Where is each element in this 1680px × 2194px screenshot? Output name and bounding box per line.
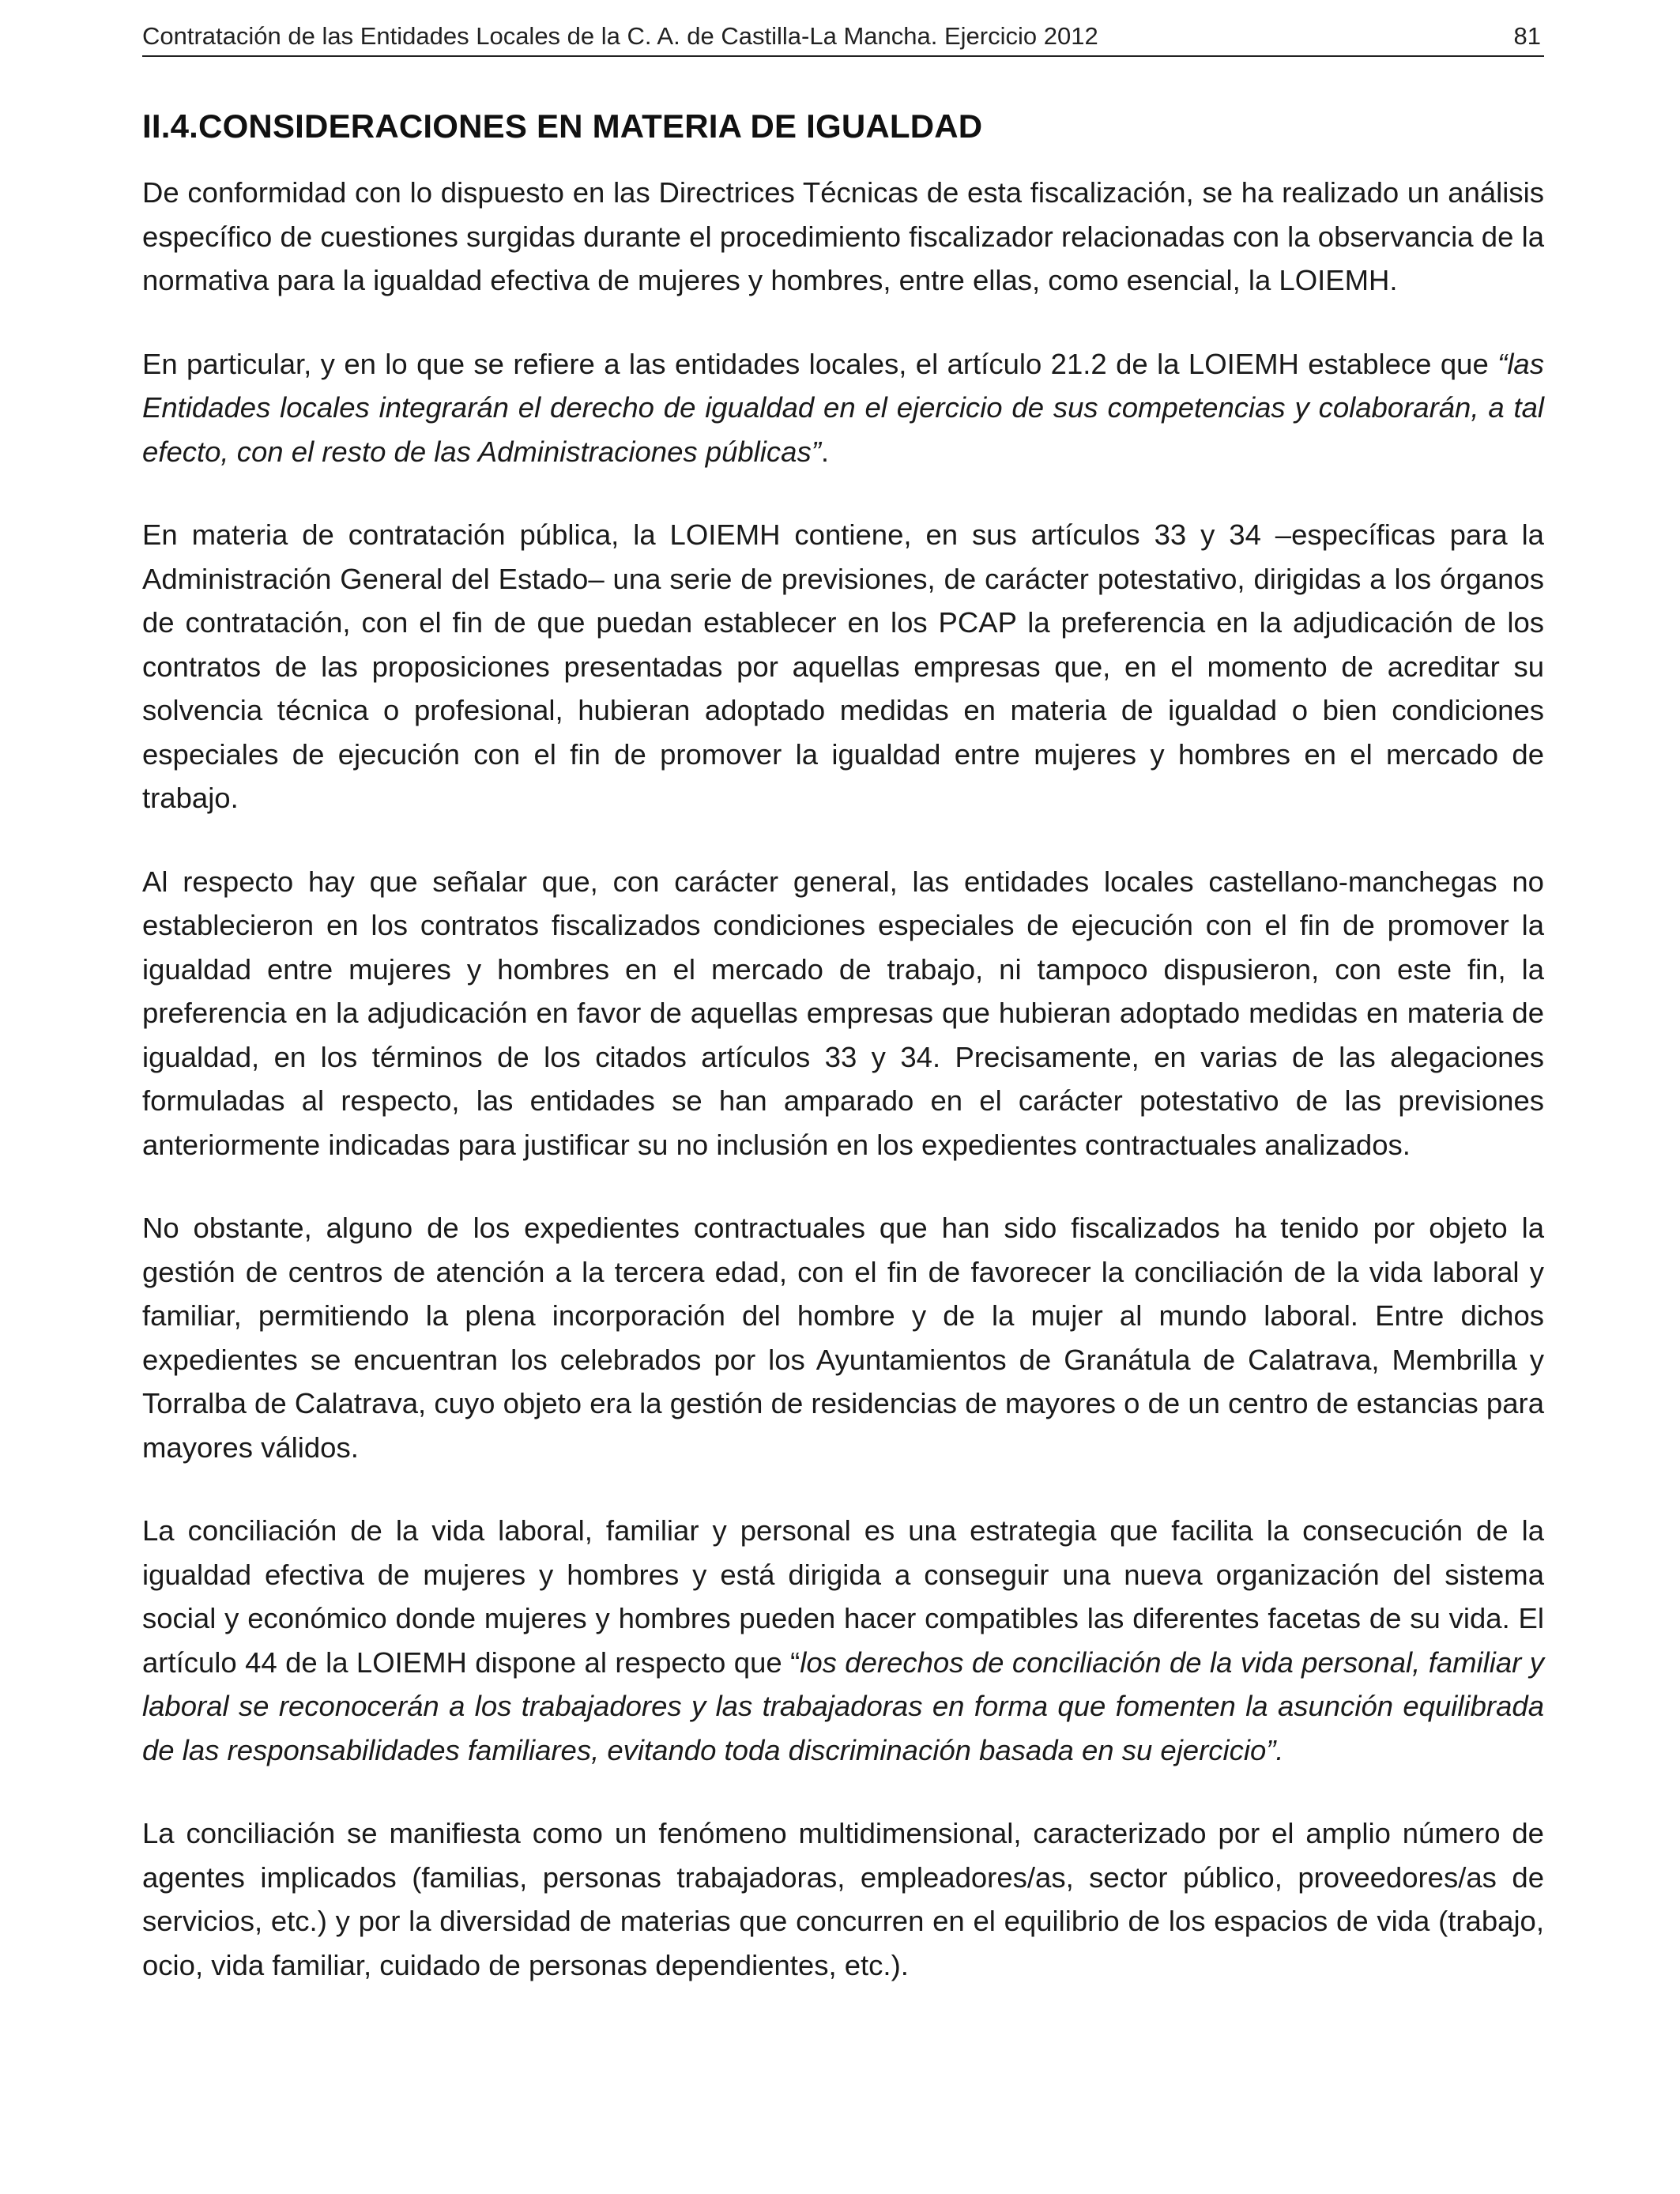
page-number: 81	[1513, 22, 1541, 50]
section-heading: II.4.CONSIDERACIONES EN MATERIA DE IGUALDAD	[142, 107, 983, 145]
paragraph-3: En materia de contratación pública, la LOIEMH contiene, en sus artículos 33 y 34 –específicas para la Administración General del Estado– una serie de previsiones, de carácter potestativo, dirigidas a los órganos de contratación, con el fin de que puedan establecer en los PCAP la preferencia en la adjudicación de los contratos de las proposiciones presentadas por aquellas empresas que, en el momento de acreditar su solvencia técnica o profesional, hubieran adoptado medidas en materia de igualdad o bien condiciones especiales de ejecución con el fin de promover la igualdad entre mujeres y hombres en el mercado de trabajo.	[142, 518, 1544, 814]
document-page	[142, 0, 1544, 2026]
paragraph-2-end: .	[820, 435, 830, 468]
paragraph-1: De conformidad con lo dispuesto en las Directrices Técnicas de esta fiscalización, se ha realizado un análisis específico de cuestiones surgidas durante el procedimiento fiscalizador relacionadas con la observancia de la normativa para la igualdad efectiva de mujeres y hombres, entre ellas, como esencial, la LOIEMH.	[142, 176, 1544, 296]
paragraph-5: No obstante, alguno de los expedientes contractuales que han sido fiscalizados ha tenido por objeto la gestión de centros de atención a la tercera edad, con el fin de favorecer la conciliación de la vida laboral y familiar, permitiendo la plena incorporación del hombre y de la mujer al mundo laboral. Entre dichos expedientes se encuentran los celebrados por los Ayuntamientos de Granátula de Calatrava, Membrilla y Torralba de Calatrava, cuyo objeto era la gestión de residencias de mayores o de un centro de estancias para mayores válidos.	[142, 1212, 1544, 1464]
paragraph-6-quote: los derechos de conciliación de la vida personal, familiar y laboral se reconocerán a los trabajadores y las trabajadoras en forma que fomenten la asunción equilibrada de las responsabilidades familiares, evitando toda discriminación basada en su ejercicio”.	[142, 1646, 1544, 1766]
paragraph-6	[142, 1509, 1544, 1772]
paragraph-2	[142, 342, 1544, 474]
paragraph-2-text: En particular, y en lo que se refiere a las entidades locales, el artículo 21.2 de la LOIEMH establece que	[142, 347, 1498, 380]
paragraph-7: La conciliación se manifiesta como un fenómeno multidimensional, caracterizado por el amplio número de agentes implicados (familias, personas trabajadoras, empleadores/as, sector público, proveedores/as de servicios, etc.) y por la diversidad de materias que concurren en el equilibrio de los espacios de vida (trabajo, ocio, vida familiar, cuidado de personas dependientes, etc.).	[142, 1817, 1544, 1981]
paragraph-6-text: La conciliación de la vida laboral, familiar y personal es una estrategia que facilita la consecución de la igualdad efectiva de mujeres y hombres y está dirigida a conseguir una nueva organización del sistema social y económico donde mujeres y hombres pueden hacer compatibles las diferentes facetas de su vida. El artículo 44 de la LOIEMH dispone al respecto que “	[142, 1514, 1544, 1679]
document-body	[142, 171, 1544, 1987]
paragraph-4: Al respecto hay que señalar que, con carácter general, las entidades locales castellano-manchegas no establecieron en los contratos fiscalizados condiciones especiales de ejecución con el fin de promover la igualdad entre mujeres y hombres en el mercado de trabajo, ni tampoco dispusieron, con este fin, la preferencia en la adjudicación en favor de aquellas empresas que hubieran adoptado medidas en materia de igualdad, en los términos de los citados artículos 33 y 34. Precisamente, en varias de las alegaciones formuladas al respecto, las entidades se han amparado en el carácter potestativo de las previsiones anteriormente indicadas para justificar su no inclusión en los expedientes contractuales analizados.	[142, 865, 1544, 1161]
running-header	[142, 0, 1544, 57]
header-title: Contratación de las Entidades Locales de la C. A. de Castilla-La Mancha. Ejercicio 2012	[142, 22, 1098, 50]
paragraph-2-quote: “las Entidades locales integrarán el derecho de igualdad en el ejercicio de sus competencias y colaborarán, a tal efecto, con el resto de las Administraciones públicas”	[142, 347, 1544, 468]
